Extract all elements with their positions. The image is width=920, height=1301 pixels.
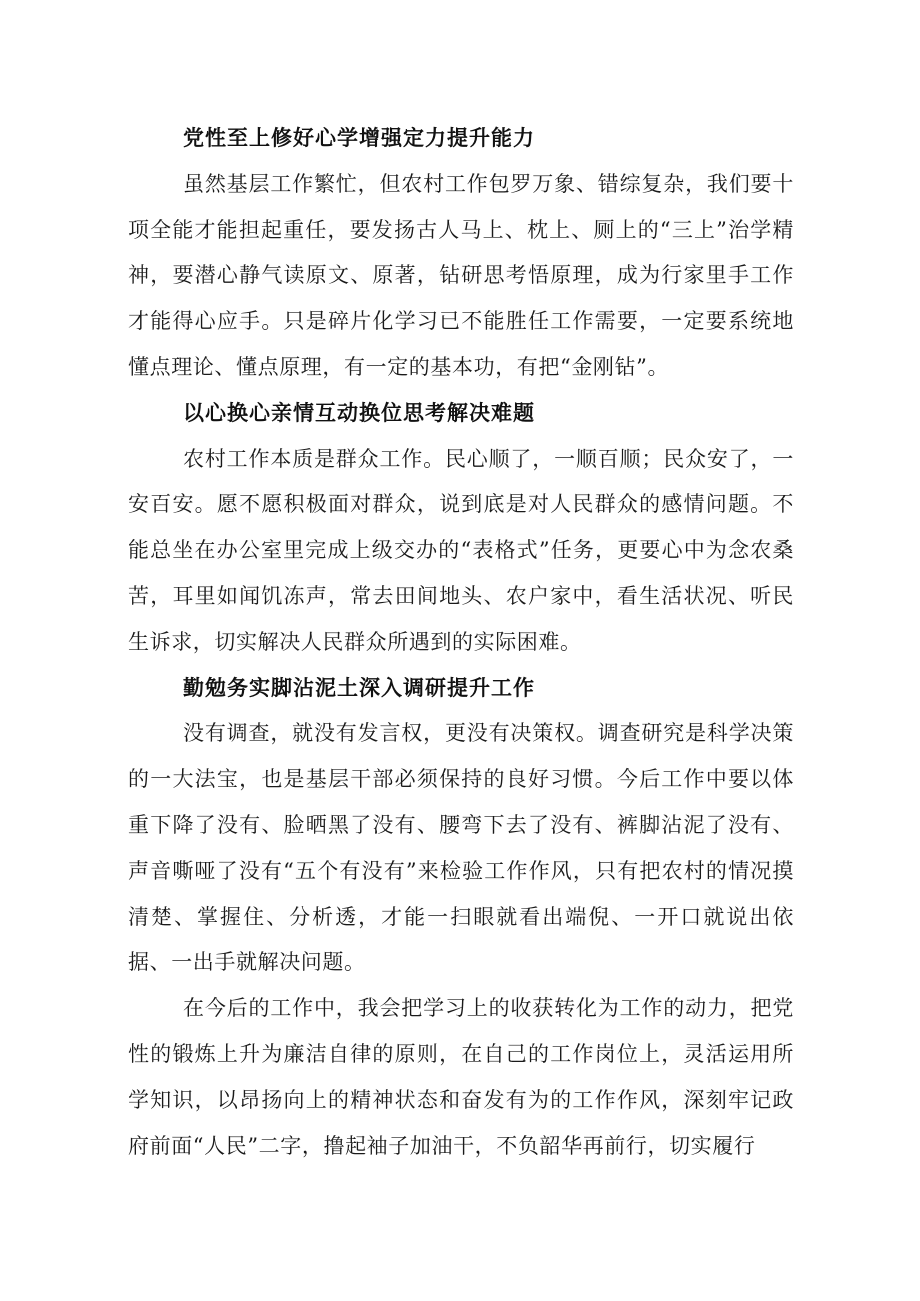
section-heading-3: 勤勉务实脚沾泥土深入调研提升工作	[183, 675, 535, 700]
section-paragraph-1: 虽然基层工作繁忙，但农村工作包罗万象、错综复杂，我们要十项全能才能担起重任，要发扬古人马上、枕上、厕上的“三上”治学精神，要潜心静气读原文、原著，钻研思考悟原理，成为行家里手工作才能得心应手。只是碎片化学习已不能胜任工作需要，一定要系统地懂点理论、懂点原理，有一定的基本功，有把“金刚钻”。	[128, 171, 794, 379]
section-paragraph-3: 没有调查，就没有发言权，更没有决策权。调查研究是科学决策的一大法宝，也是基层干部必须保持的良好习惯。今后工作中要以体重下降了没有、脸晒黑了没有、腰弯下去了没有、裤脚沾泥了没有、声音嘶哑了没有“五个有没有”来检验工作作风，只有把农村的情况摸清楚、掌握住、分析透，才能一扫眼就看出端倪、一开口就说出依据、一出手就解决问题。	[128, 721, 794, 975]
document-body	[128, 116, 794, 1169]
section-heading-1: 党性至上修好心学增强定力提升能力	[183, 126, 535, 150]
section-paragraph-2: 农村工作本质是群众工作。民心顺了，一顺百顺；民众安了，一安百安。愿不愿积极面对群众，说到底是对人民群众的感情问题。不能总坐在办公室里完成上级交办的“表格式”任务，更要心中为念农桑苦，耳里如闻饥冻声，常去田间地头、农户家中，看生活状况、听民生诉求，切实解决人民群众所遇到的实际困难。	[128, 446, 794, 654]
closing-paragraph: 在今后的工作中，我会把学习上的收获转化为工作的动力，把党性的锻炼上升为廉洁自律的原则，在自己的工作岗位上，灵活运用所学知识，以昂扬向上的精神状态和奋发有为的工作作风，深刻牢记政府前面“人民”二字，撸起袖子加油干，不负韶华再前行，切实履行	[128, 996, 794, 1158]
section-heading-2: 以心换心亲情互动换位思考解决难题	[183, 400, 535, 425]
